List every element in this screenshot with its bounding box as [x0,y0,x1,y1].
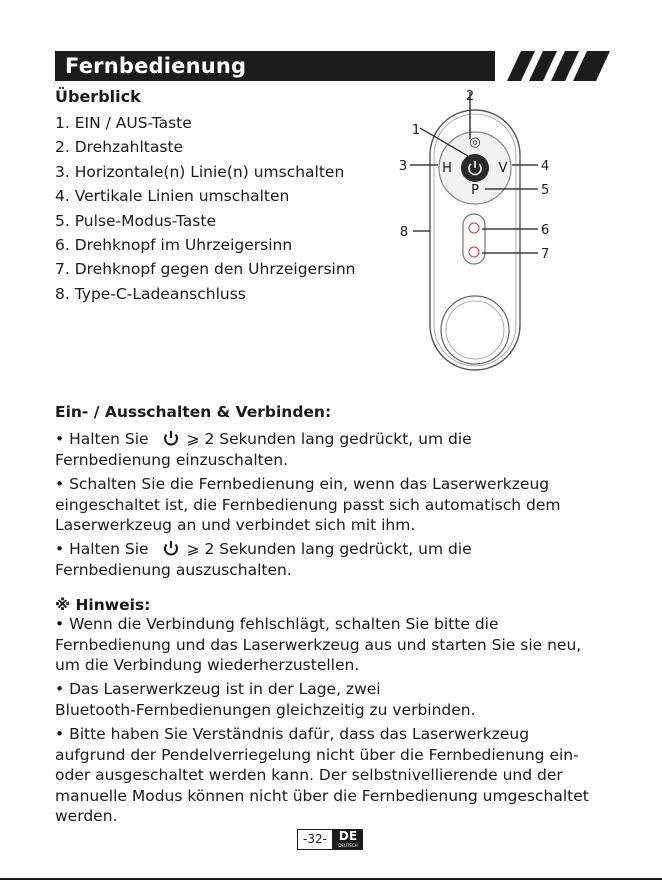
callout-3: 3 [398,159,408,174]
list-item: 8. Type-C-Ladeanschluss [55,284,246,303]
paragraph-text: • Das Laserwerkzeug ist in der Lage, zwei [55,680,381,698]
callout-6: 6 [541,223,550,238]
paragraph-text: Fernbedienung auszuschalten. [55,560,292,579]
callout-1: 1 [411,123,421,138]
section-title-bar [55,51,495,81]
list-item: 7. Drehknopf gegen den Uhrzeigersinn [55,260,356,279]
paragraph-text: ⩾ 2 Sekunden lang gedrückt, um die [186,540,472,558]
connect-paragraph-3 [55,539,615,580]
paragraph-text: ⩾ 2 Sekunden lang gedrückt, um die [186,430,472,448]
power-icon [161,430,181,446]
list-item: 2. Drehzahltaste [55,138,184,157]
callout-8: 8 [399,225,409,240]
title-stripes-decoration [495,51,610,81]
svg-text:◎: ◎ [469,135,481,150]
language-name: DEUTSCH [338,843,358,848]
connect-paragraph-2: • Schalten Sie die Fernbedienung ein, wenn das Laserwerkzeug eingeschaltet ist, die Fernbedienung passt sich automatisch dem Laserwerkzeug an und verbindet sich mit ihm. [55,475,561,534]
svg-text:V: V [498,161,508,176]
callout-2: 2 [465,89,475,104]
note-paragraph-1: • Wenn die Verbindung fehlschlägt, schalten Sie bitte die Fernbedienung und das Laserwerkzeug aus und starten Sie sie neu, um die Verbindung wiederherzustellen. [55,615,582,674]
paragraph-text: Fernbedienung einzuschalten. [55,450,289,469]
connect-paragraph-1 [55,429,615,470]
overview-heading: Überblick [55,87,141,106]
list-item: 3. Horizontale(n) Linie(n) umschalten [55,162,345,181]
list-item: 1. EIN / AUS-Taste [55,114,192,132]
remote-control-diagram [380,84,560,384]
connect-heading: Ein- / Ausschalten & Verbinden: [55,403,332,421]
language-code: DE [338,829,358,843]
bottom-divider [0,878,662,880]
note-paragraph-3: • Bitte haben Sie Verständnis dafür, dass das Laserwerkzeug aufgrund der Pendelverriegelung nicht über die Fernbedienung ein- oder ausgeschaltet werden kann. Der selbstnivellierende und der manuelle Modus können nicht über die Fernbedienung umgeschaltet werden. [55,725,589,825]
page-number: -32- [297,829,333,850]
svg-text:P: P [471,183,479,198]
callout-7: 7 [541,247,550,262]
overview-list [55,111,355,306]
paragraph-text: Bluetooth-Fernbedienungen gleichzeitig zu verbinden. [55,700,476,719]
trackpad-circle [441,296,509,364]
power-icon [161,540,181,556]
list-item: 5. Pulse-Modus-Taste [55,211,216,230]
note-heading: ※ Hinweis: [55,596,151,614]
paragraph-text: • Halten Sie [55,430,149,448]
list-item: 4. Vertikale Linien umschalten [55,187,290,206]
list-item: 6. Drehknopf im Uhrzeigersinn [55,235,293,254]
note-paragraph-2 [55,679,615,720]
language-badge [333,829,363,850]
svg-text:H: H [442,161,452,176]
callout-4: 4 [541,159,550,174]
page-title: Fernbedienung [65,54,247,78]
callout-5: 5 [541,183,550,198]
paragraph-text: • Halten Sie [55,540,149,558]
